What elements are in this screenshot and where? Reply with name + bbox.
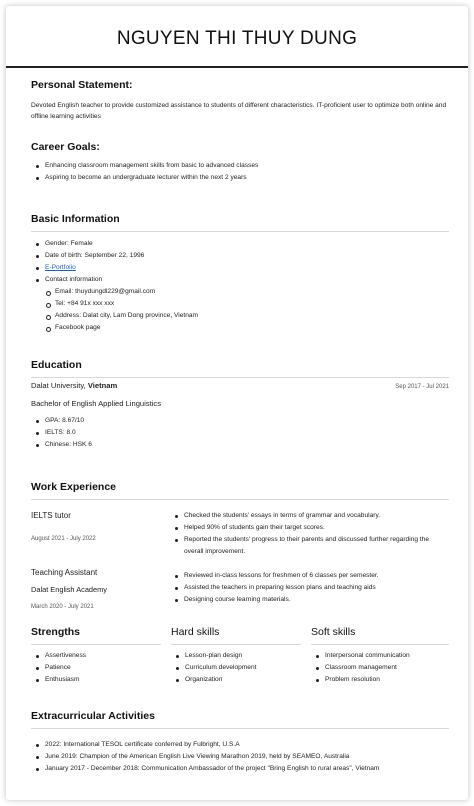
hard-skills-list [175, 650, 256, 686]
list-item: 2022: International TESOL certificate conferred by Fulbright, U.S.A [35, 739, 379, 751]
list-item: IELTS: 8.0 [35, 427, 92, 439]
portfolio-item [35, 262, 198, 274]
hard-skills-heading: Hard skills [171, 626, 220, 638]
job-title: Teaching Assistant [31, 568, 98, 577]
section-divider [31, 644, 161, 645]
list-item: Enthusiasm [35, 674, 86, 686]
section-divider [31, 499, 449, 500]
education-list [35, 415, 92, 451]
list-item: Reported the students' progress to their parents and discussed further regarding the overall improvement. [174, 534, 450, 558]
personal-statement-text: Devoted English teacher to provide customized assistance to students of different characteristics. IT-proficient user to optimize both online and offline learning activities [31, 102, 447, 120]
gender-item: Gender: Female [35, 238, 198, 250]
facebook-item: Facebook page [35, 322, 198, 334]
job-duties-list [174, 570, 379, 606]
strengths-heading: Strengths [31, 626, 81, 638]
job-title: IELTS tutor [31, 511, 71, 520]
list-item: January 2017 - December 2018: Communication Ambassador of the project "Bring English to rural areas", Vietnam [35, 763, 379, 775]
list-item: Assisted the teachers in preparing lesson plans and teaching aids [174, 582, 379, 594]
list-item: Curriculum development [175, 662, 256, 674]
basic-info-list [35, 238, 198, 334]
section-divider [311, 644, 449, 645]
section-divider [171, 644, 301, 645]
list-item: Reviewed in-class lessons for freshmen of 6 classes per semester. [174, 570, 379, 582]
work-heading: Work Experience [31, 481, 117, 493]
list-item: Helped 90% of students gain their target scores. [174, 522, 450, 534]
career-goals-list [35, 160, 258, 184]
soft-skills-heading: Soft skills [311, 626, 356, 638]
soft-skills-list [315, 650, 410, 686]
list-item: GPA: 8.67/10 [35, 415, 92, 427]
education-dates: Sep 2017 - Jul 2021 [395, 384, 449, 390]
list-item: Enhancing classroom management skills from basic to advanced classes [35, 160, 258, 172]
list-item: Interpersonal communication [315, 650, 410, 662]
strengths-list [35, 650, 86, 686]
education-heading: Education [31, 359, 82, 371]
list-item: Problem resolution [315, 674, 410, 686]
resume-name: NGUYEN THI THUY DUNG [116, 28, 358, 49]
extracurricular-heading: Extracurricular Activities [31, 710, 155, 722]
list-item: Classroom management [315, 662, 410, 674]
school-name: Dalat University, Vietnam [31, 381, 118, 390]
list-item: Aspiring to become an undergraduate lecturer within the next 2 years [35, 172, 258, 184]
job-dates: March 2020 - July 2021 [31, 604, 94, 610]
job-org: Dalat English Academy [31, 585, 107, 594]
dob-item: Date of birth: September 22, 1996 [35, 250, 198, 262]
job-dates: August 2021 - July 2022 [31, 536, 96, 542]
list-item: Chinese: HSK 6 [35, 439, 92, 451]
basic-info-heading: Basic Information [31, 213, 120, 225]
list-item: Checked the students' essays in terms of grammar and vocabulary. [174, 510, 450, 522]
resume-page [6, 6, 468, 800]
contact-item: Contact information [35, 274, 198, 286]
tel-item: Tel: +84 91x xxx xxx [35, 298, 198, 310]
address-item: Address: Dalat city, Lam Dong province, Vietnam [35, 310, 198, 322]
section-divider [31, 377, 449, 378]
section-divider [31, 231, 449, 232]
e-portfolio-link[interactable]: E-Portfolio [45, 264, 76, 271]
email-item: Email: thuydungdl229@gmail.com [35, 286, 198, 298]
degree-name: Bachelor of English Applied Linguistics [31, 399, 162, 408]
list-item: Organization [175, 674, 256, 686]
list-item: Designing course learning materials. [174, 594, 379, 606]
list-item: Assertiveness [35, 650, 86, 662]
job-duties-list [174, 510, 450, 558]
list-item: Lesson-plan design [175, 650, 256, 662]
list-item: June 2019: Champion of the American English Live Viewing Marathon 2019, held by SEAMEO, Australia [35, 751, 379, 763]
list-item: Patience [35, 662, 86, 674]
extracurricular-list [35, 739, 379, 775]
header-divider [6, 66, 468, 68]
section-divider [31, 728, 449, 729]
personal-statement-heading: Personal Statement: [31, 79, 133, 91]
career-goals-heading: Career Goals: [31, 141, 100, 153]
